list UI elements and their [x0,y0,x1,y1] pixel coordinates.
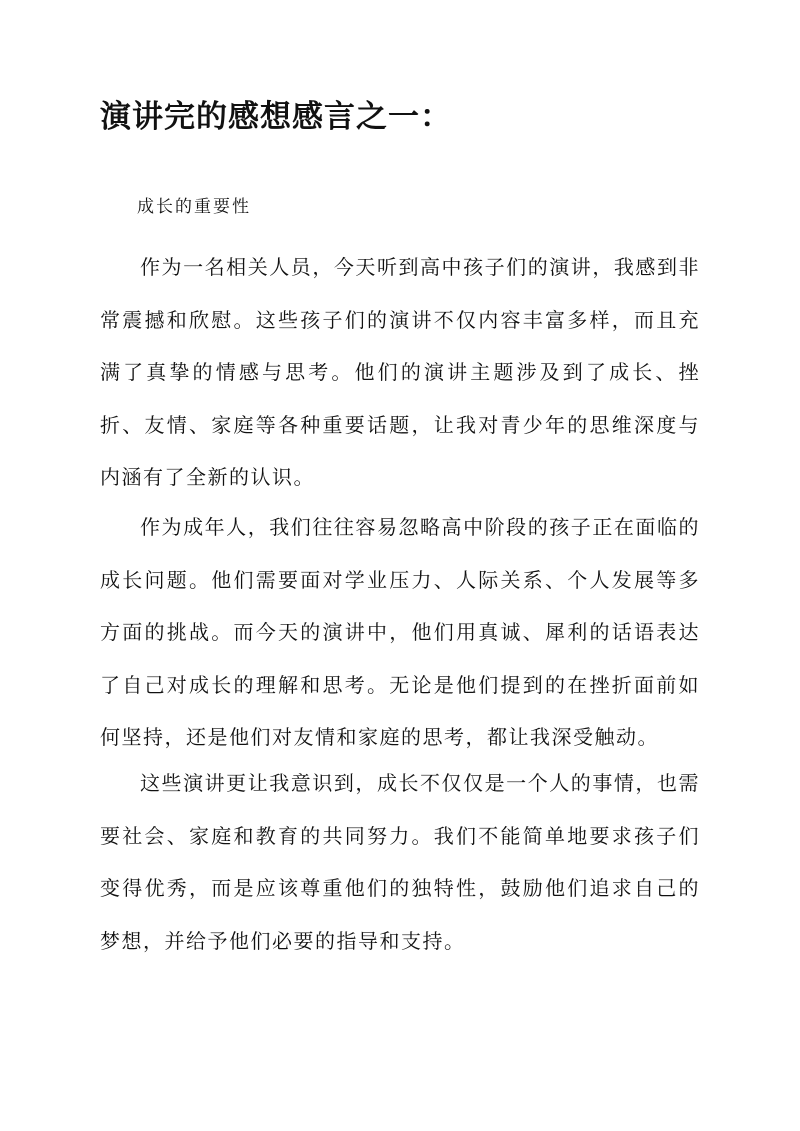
paragraph-2: 作为成年人，我们往往容易忽略高中阶段的孩子正在面临的成长问题。他们需要面对学业压力、人际关系、个人发展等多方面的挑战。而今天的演讲中，他们用真诚、犀利的话语表达了自己对成长的理解和思考。无论是他们提到的在挫折面前如何坚持，还是他们对友情和家庭的思考，都让我深受触动。 [100,515,700,749]
document-subtitle: 成长的重要性 [137,197,251,217]
paragraph-1: 作为一名相关人员，今天听到高中孩子们的演讲，我感到非常震撼和欣慰。这些孩子们的演讲不仅内容丰富多样，而且充满了真挚的情感与思考。他们的演讲主题涉及到了成长、挫折、友情、家庭等各种重要话题，让我对青少年的思维深度与内涵有了全新的认识。 [100,255,700,489]
paragraph-3: 这些演讲更让我意识到，成长不仅仅是一个人的事情，也需要社会、家庭和教育的共同努力。我们不能简单地要求孩子们变得优秀，而是应该尊重他们的独特性，鼓励他们追求自己的梦想，并给予他们必要的指导和支持。 [100,771,700,953]
document-title: 演讲完的感想感言之一： [100,99,452,135]
